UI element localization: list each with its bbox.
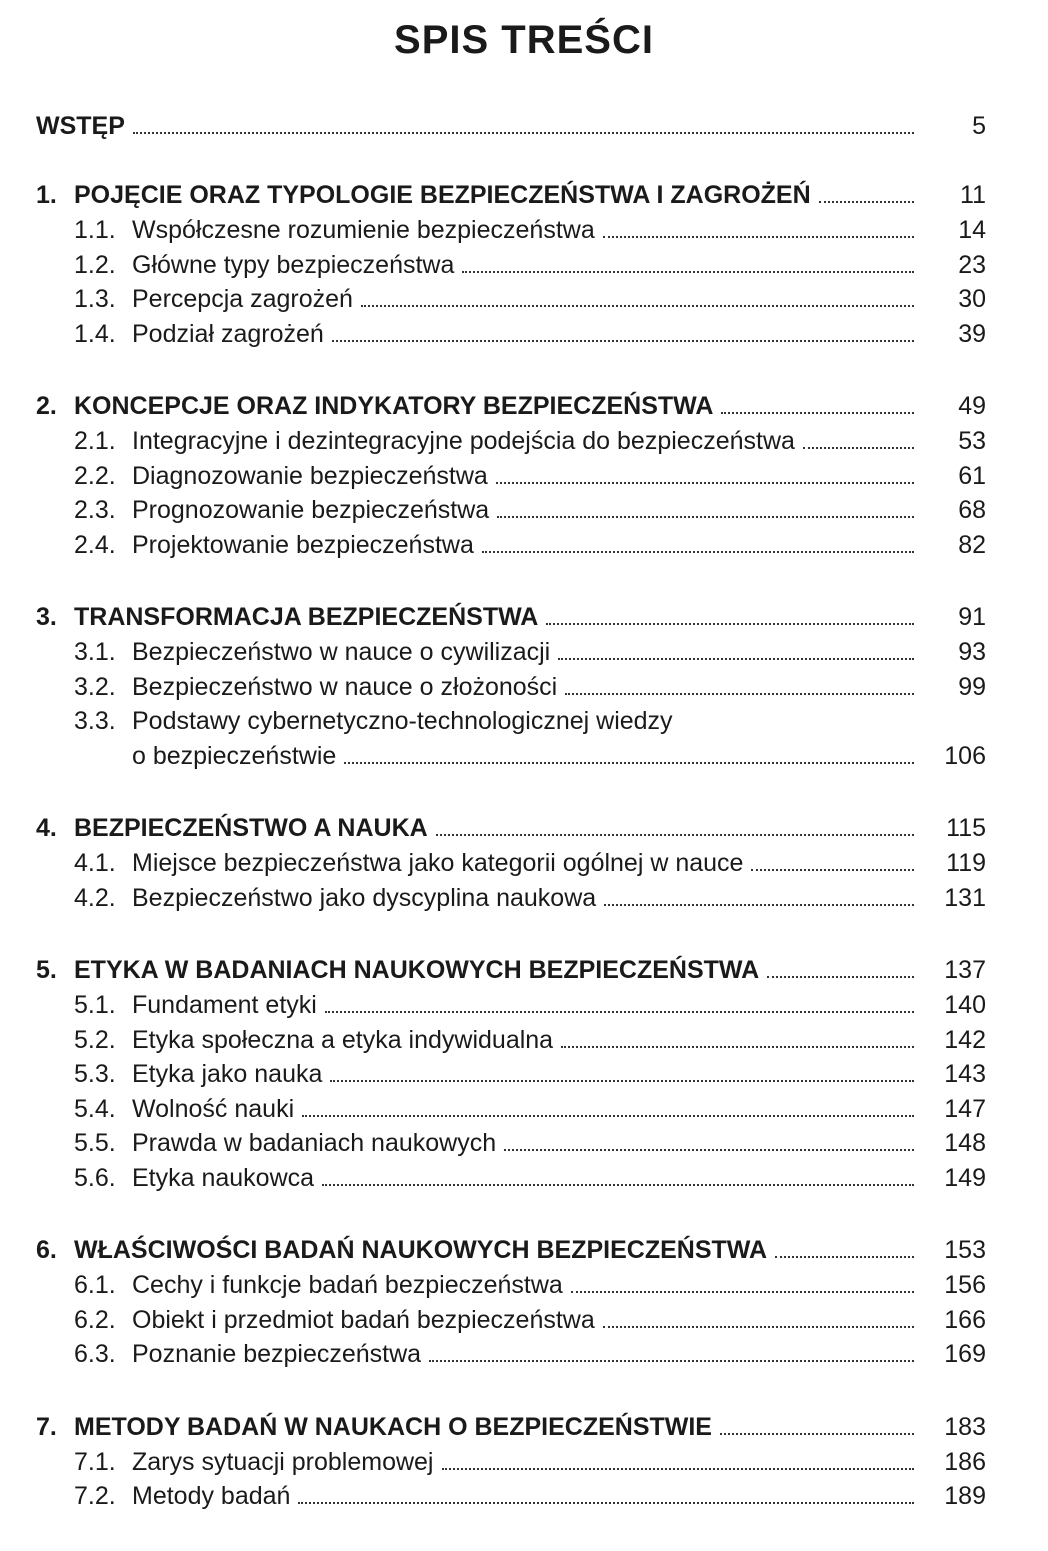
entry-title: WSTĘP <box>36 112 125 140</box>
toc-section-entry[interactable] <box>36 1092 986 1127</box>
table-of-contents <box>36 108 986 1551</box>
section-number: 5.5. <box>74 1129 116 1157</box>
dot-leader <box>298 1502 914 1504</box>
section-number: 3.1. <box>74 638 116 666</box>
toc-section-entry[interactable] <box>36 528 986 563</box>
chapter-number: 1. <box>36 181 57 209</box>
dot-leader <box>302 1115 914 1117</box>
section-number: 2.3. <box>74 496 116 524</box>
chapter-page: 91 <box>958 603 986 631</box>
dot-leader <box>436 834 914 836</box>
toc-chapter-group <box>36 177 986 351</box>
dot-leader <box>561 1046 914 1048</box>
section-number: 1.2. <box>74 250 116 279</box>
toc-section-entry[interactable] <box>36 881 986 916</box>
toc-chapter-entry[interactable] <box>36 177 986 213</box>
section-page: 23 <box>958 250 986 279</box>
toc-section-entry[interactable] <box>36 1057 986 1092</box>
section-number: 3.2. <box>74 672 116 701</box>
section-page: 147 <box>944 1094 986 1123</box>
section-title: Podstawy cybernetyczno-technologicznej wiedzy <box>132 707 673 735</box>
dot-leader <box>751 869 914 871</box>
toc-section-entry[interactable] <box>36 424 986 459</box>
chapter-title: BEZPIECZEŃSTWO A NAUKA <box>74 814 428 842</box>
toc-section-entry[interactable] <box>36 459 986 494</box>
section-number: 1.1. <box>74 216 116 244</box>
section-page: 148 <box>944 1129 986 1157</box>
toc-section-entry[interactable] <box>36 1303 986 1338</box>
page-title: SPIS TREŚCI <box>394 18 654 62</box>
chapter-number: 5. <box>36 956 57 984</box>
toc-entry-intro[interactable] <box>36 108 986 144</box>
section-title: Etyka jako nauka <box>132 1060 323 1088</box>
section-number: 6.2. <box>74 1305 116 1334</box>
toc-intro <box>36 108 986 144</box>
toc-chapter-entry[interactable] <box>36 1409 986 1445</box>
section-page: 30 <box>958 285 986 313</box>
toc-chapter-entry[interactable] <box>36 599 986 635</box>
dot-leader <box>775 1256 914 1258</box>
section-title: Metody badań <box>132 1482 291 1510</box>
dot-leader <box>482 551 914 553</box>
chapter-page: 11 <box>960 181 986 209</box>
dot-leader <box>330 1080 914 1082</box>
toc-chapters <box>36 177 986 1514</box>
section-page: 61 <box>958 461 986 490</box>
dot-leader <box>819 201 914 203</box>
section-page: 119 <box>946 849 986 877</box>
dot-leader <box>767 976 914 978</box>
section-page: 82 <box>958 530 986 559</box>
chapter-page: 153 <box>944 1236 986 1264</box>
section-number: 1.3. <box>74 285 116 313</box>
dot-leader <box>325 1011 914 1013</box>
entry-page: 5 <box>972 112 986 140</box>
toc-chapter-entry[interactable] <box>36 388 986 424</box>
dot-leader <box>504 1149 914 1151</box>
chapter-page: 115 <box>946 814 986 842</box>
section-page: 53 <box>958 427 986 455</box>
toc-chapter-entry[interactable] <box>36 1232 986 1268</box>
toc-section-entry[interactable] <box>36 635 986 670</box>
toc-section-entry[interactable] <box>36 282 986 317</box>
toc-chapter-group <box>36 1232 986 1372</box>
dot-leader <box>565 693 914 695</box>
dot-leader <box>720 1433 914 1435</box>
section-number: 7.1. <box>74 1447 116 1476</box>
section-number: 5.2. <box>74 1025 116 1054</box>
dot-leader <box>803 447 914 449</box>
section-title: Współczesne rozumienie bezpieczeństwa <box>132 216 595 244</box>
dot-leader <box>462 271 914 273</box>
toc-section-entry[interactable] <box>36 704 986 739</box>
dot-leader <box>571 1291 914 1293</box>
section-page: 140 <box>944 991 986 1019</box>
chapter-page: 137 <box>944 956 986 984</box>
section-page: 93 <box>958 638 986 666</box>
chapter-number: 2. <box>36 392 57 420</box>
section-page: 142 <box>944 1025 986 1054</box>
dot-leader <box>497 516 914 518</box>
section-number: 3.3. <box>74 707 116 735</box>
section-number: 4.1. <box>74 849 116 877</box>
section-page: 143 <box>944 1060 986 1088</box>
section-title: Miejsce bezpieczeństwa jako kategorii ogólnej w nauce <box>132 849 744 877</box>
dot-leader <box>429 1360 914 1362</box>
chapter-title: WŁAŚCIWOŚCI BADAŃ NAUKOWYCH BEZPIECZEŃSTWA <box>74 1236 768 1264</box>
toc-section-entry[interactable] <box>36 988 986 1023</box>
toc-chapter-group <box>36 952 986 1195</box>
chapter-number: 3. <box>36 603 57 631</box>
toc-section-entry[interactable] <box>36 1445 986 1480</box>
section-title: Projektowanie bezpieczeństwa <box>132 530 474 559</box>
section-number: 6.3. <box>74 1340 116 1368</box>
section-title: Zarys sytuacji problemowej <box>132 1447 434 1476</box>
section-page: 189 <box>944 1482 986 1510</box>
section-title: Prawda w badaniach naukowych <box>132 1129 497 1157</box>
section-title: Bezpieczeństwo w nauce o złożoności <box>132 672 558 701</box>
section-title: Integracyjne i dezintegracyjne podejścia do bezpieczeństwa <box>132 427 795 455</box>
section-page: 99 <box>958 672 986 701</box>
section-page: 156 <box>944 1271 986 1299</box>
dot-leader <box>603 236 914 238</box>
toc-chapter-group <box>36 599 986 773</box>
section-number: 1.4. <box>74 319 116 348</box>
dot-leader <box>442 1468 915 1470</box>
section-page: 68 <box>958 496 986 524</box>
section-number: 6.1. <box>74 1271 116 1299</box>
section-number: 5.3. <box>74 1060 116 1088</box>
chapter-title: ETYKA W BADANIACH NAUKOWYCH BEZPIECZEŃSTWA <box>74 956 760 984</box>
section-number: 7.2. <box>74 1482 116 1510</box>
dot-leader <box>721 412 914 414</box>
toc-section-entry[interactable] <box>36 1161 986 1196</box>
dot-leader <box>496 482 914 484</box>
chapter-number: 4. <box>36 814 57 842</box>
chapter-title: POJĘCIE ORAZ TYPOLOGIE BEZPIECZEŃSTWA I ZAGROŻEŃ <box>74 181 811 209</box>
chapter-title: TRANSFORMACJA BEZPIECZEŃSTWA <box>74 603 539 631</box>
section-page: 186 <box>944 1447 986 1476</box>
section-title: Obiekt i przedmiot badań bezpieczeństwa <box>132 1305 595 1334</box>
toc-chapter-entry[interactable] <box>36 952 986 988</box>
toc-chapter-group <box>36 810 986 915</box>
toc-section-entry[interactable] <box>36 1126 986 1161</box>
section-title: Cechy i funkcje badań bezpieczeństwa <box>132 1271 563 1299</box>
toc-section-entry[interactable] <box>36 213 986 248</box>
section-number: 2.4. <box>74 530 116 559</box>
toc-section-entry[interactable] <box>36 1479 986 1514</box>
dot-leader <box>133 132 914 134</box>
chapter-page: 49 <box>958 392 986 420</box>
toc-section-entry[interactable] <box>36 248 986 283</box>
section-title: Etyka społeczna a etyka indywidualna <box>132 1025 554 1054</box>
toc-chapter-group <box>36 388 986 562</box>
section-number: 5.6. <box>74 1163 116 1192</box>
section-page: 149 <box>944 1163 986 1192</box>
toc-section-entry[interactable] <box>36 1337 986 1372</box>
section-page: 166 <box>944 1305 986 1334</box>
toc-section-entry[interactable] <box>36 317 986 352</box>
dot-leader <box>322 1184 914 1186</box>
section-title: Główne typy bezpieczeństwa <box>132 250 455 279</box>
section-page: 106 <box>944 741 986 770</box>
section-page: 131 <box>944 883 986 912</box>
section-number: 2.2. <box>74 461 116 490</box>
toc-section-entry-continued[interactable] <box>36 739 986 774</box>
section-title: Poznanie bezpieczeństwa <box>132 1340 422 1368</box>
section-title: Bezpieczeństwo jako dyscyplina naukowa <box>132 883 597 912</box>
section-number: 2.1. <box>74 427 116 455</box>
section-title: Wolność nauki <box>132 1094 295 1123</box>
section-page: 39 <box>958 319 986 348</box>
toc-section-entry[interactable] <box>36 1023 986 1058</box>
section-number: 5.4. <box>74 1094 116 1123</box>
section-title: Prognozowanie bezpieczeństwa <box>132 496 490 524</box>
section-title: Bezpieczeństwo w nauce o cywilizacji <box>132 638 551 666</box>
section-title: Diagnozowanie bezpieczeństwa <box>132 461 488 490</box>
chapter-page: 183 <box>944 1412 986 1441</box>
section-title: Podział zagrożeń <box>132 319 324 348</box>
section-page: 14 <box>958 216 986 244</box>
toc-chapter-entry[interactable] <box>36 810 986 846</box>
chapter-title: METODY BADAŃ W NAUKACH O BEZPIECZEŃSTWIE <box>74 1412 712 1441</box>
chapter-title: KONCEPCJE ORAZ INDYKATORY BEZPIECZEŃSTWA <box>74 392 714 420</box>
section-title: Percepcja zagrożeń <box>132 285 353 313</box>
toc-section-entry[interactable] <box>36 670 986 705</box>
chapter-number: 6. <box>36 1236 57 1264</box>
toc-section-entry[interactable] <box>36 1268 986 1303</box>
toc-section-entry[interactable] <box>36 846 986 881</box>
toc-chapter-group <box>36 1409 986 1514</box>
section-title: Etyka naukowca <box>132 1163 315 1192</box>
dot-leader <box>344 762 914 764</box>
section-page: 169 <box>944 1340 986 1368</box>
dot-leader <box>332 340 914 342</box>
chapter-number: 7. <box>36 1412 57 1441</box>
dot-leader <box>546 623 914 625</box>
dot-leader <box>558 658 914 660</box>
section-title: Fundament etyki <box>132 991 317 1019</box>
toc-section-entry[interactable] <box>36 493 986 528</box>
dot-leader <box>604 904 914 906</box>
section-number: 5.1. <box>74 991 116 1019</box>
section-title-continued: o bezpieczeństwie <box>132 741 337 770</box>
dot-leader <box>603 1326 914 1328</box>
section-number: 4.2. <box>74 883 116 912</box>
dot-leader <box>361 305 914 307</box>
